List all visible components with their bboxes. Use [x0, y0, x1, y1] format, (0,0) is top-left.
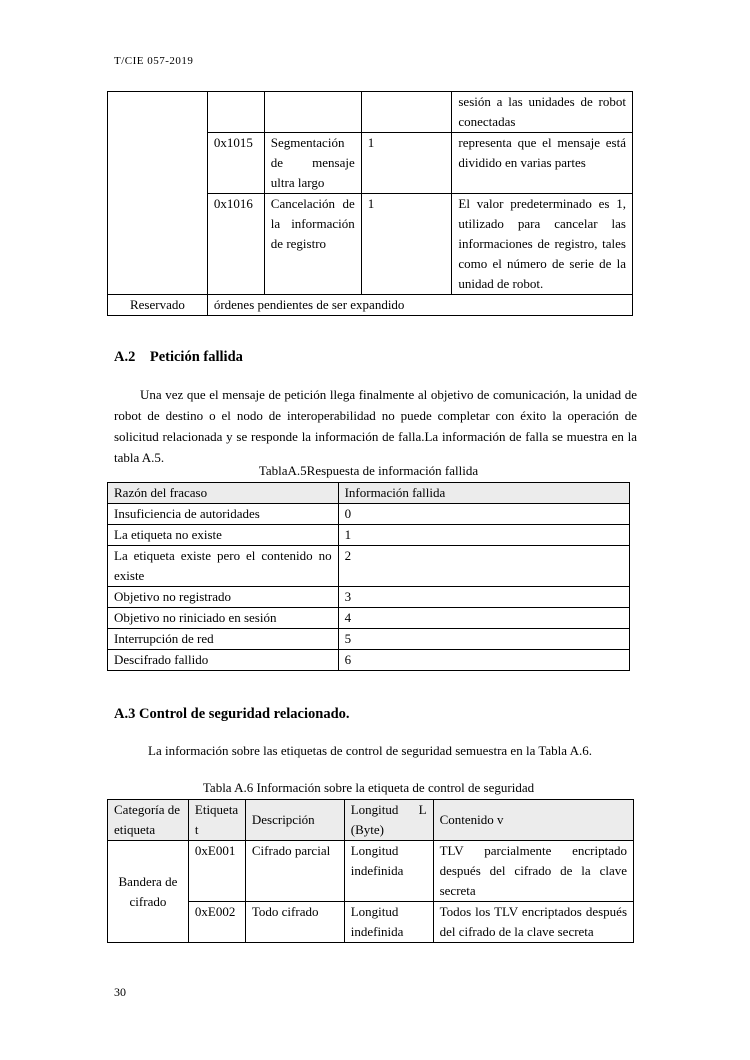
table-cell: Cifrado parcial	[245, 841, 344, 902]
paragraph-a2: Una vez que el mensaje de petición llega finalmente al objetivo de comunicación, la unidad de robot de destino o el nodo de interoperabilidad no puede completar con éxito la operación de solicitud relacionada y se responde la información de falla.La información de falla se muestra en la tabla A.5.	[114, 387, 637, 465]
table-cell: 1	[338, 525, 629, 546]
table-cell: 0xE002	[188, 902, 245, 943]
column-header: Categoría de etiqueta	[108, 800, 189, 841]
table-cell: 1	[361, 133, 452, 194]
section-heading-a2: A.2 Petición fallida	[114, 349, 243, 365]
table-cell: órdenes pendientes de ser expandido	[207, 295, 632, 316]
table-cell: 4	[338, 608, 629, 629]
column-header: Etiqueta t	[188, 800, 245, 841]
table-cell: Bandera de cifrado	[108, 841, 189, 943]
section-heading-a3: A.3 Control de seguridad relacionado.	[114, 706, 350, 722]
table-cell: 0x1016	[207, 194, 264, 295]
table-cell: Reservado	[108, 295, 208, 316]
table-cell: La etiqueta no existe	[108, 525, 339, 546]
table-cell: 6	[338, 650, 629, 671]
column-header: Razón del fracaso	[108, 483, 339, 504]
table-cell: Longitud indefinida	[344, 902, 433, 943]
table-cell: 3	[338, 587, 629, 608]
table-row	[108, 629, 630, 650]
table-cell: 0xE001	[188, 841, 245, 902]
table-cell: 0	[338, 504, 629, 525]
page-number: 30	[114, 985, 126, 999]
table-caption-a6: Tabla A.6 Información sobre la etiqueta de control de seguridad	[202, 780, 535, 795]
column-header: Longitud L (Byte)	[344, 800, 433, 841]
table-cell: Objetivo no riniciado en sesión	[108, 608, 339, 629]
table-cell: 5	[338, 629, 629, 650]
table-cell	[361, 92, 452, 133]
table-cell	[207, 92, 264, 133]
message-tag-table	[107, 91, 633, 316]
table-cell: representa que el mensaje está dividido en varias partes	[452, 133, 633, 194]
table-row	[108, 546, 630, 587]
table-cell: La etiqueta existe pero el contenido no existe	[108, 546, 339, 587]
table-cell	[264, 92, 361, 133]
table-cell: Objetivo no registrado	[108, 587, 339, 608]
failure-info-table	[107, 482, 630, 671]
table-header-row	[108, 483, 630, 504]
table-row	[108, 841, 634, 902]
paragraph-a3: La información sobre las etiquetas de control de seguridad semuestra en la Tabla A.6.	[148, 743, 592, 758]
table-row	[108, 92, 633, 133]
table-header-row	[108, 800, 634, 841]
column-header: Contenido v	[433, 800, 633, 841]
table-row	[108, 587, 630, 608]
table-cell: TLV parcialmente encriptado después del cifrado de la clave secreta	[433, 841, 633, 902]
table-cell: Todo cifrado	[245, 902, 344, 943]
table-row	[108, 295, 633, 316]
table-cell: 1	[361, 194, 452, 295]
table-cell: Interrupción de red	[108, 629, 339, 650]
table-row	[108, 650, 630, 671]
table-cell: 2	[338, 546, 629, 587]
table-row	[108, 608, 630, 629]
table-cell: Descifrado fallido	[108, 650, 339, 671]
table-cell: Insuficiencia de autoridades	[108, 504, 339, 525]
table-cell: 0x1015	[207, 133, 264, 194]
table-cell: Todos los TLV encriptados después del cifrado de la clave secreta	[433, 902, 633, 943]
table-row	[108, 525, 630, 546]
column-header: Descripción	[245, 800, 344, 841]
table-cell: Cancelación de la información de registro	[264, 194, 361, 295]
table-cell: sesión a las unidades de robot conectadas	[452, 92, 633, 133]
document-header: T/CIE 057-2019	[114, 55, 194, 67]
column-header: Información fallida	[338, 483, 629, 504]
table-cell: Longitud indefinida	[344, 841, 433, 902]
table-row	[108, 504, 630, 525]
table-cell: El valor predeterminado es 1, utilizado para cancelar las informaciones de registro, tales como el número de serie de la unidad de robot.	[452, 194, 633, 295]
table-caption-a5: TablaA.5Respuesta de información fallida	[258, 463, 479, 478]
table-cell: Segmentación de mensaje ultra largo	[264, 133, 361, 194]
table-cell	[108, 92, 208, 295]
security-tag-table	[107, 799, 634, 943]
